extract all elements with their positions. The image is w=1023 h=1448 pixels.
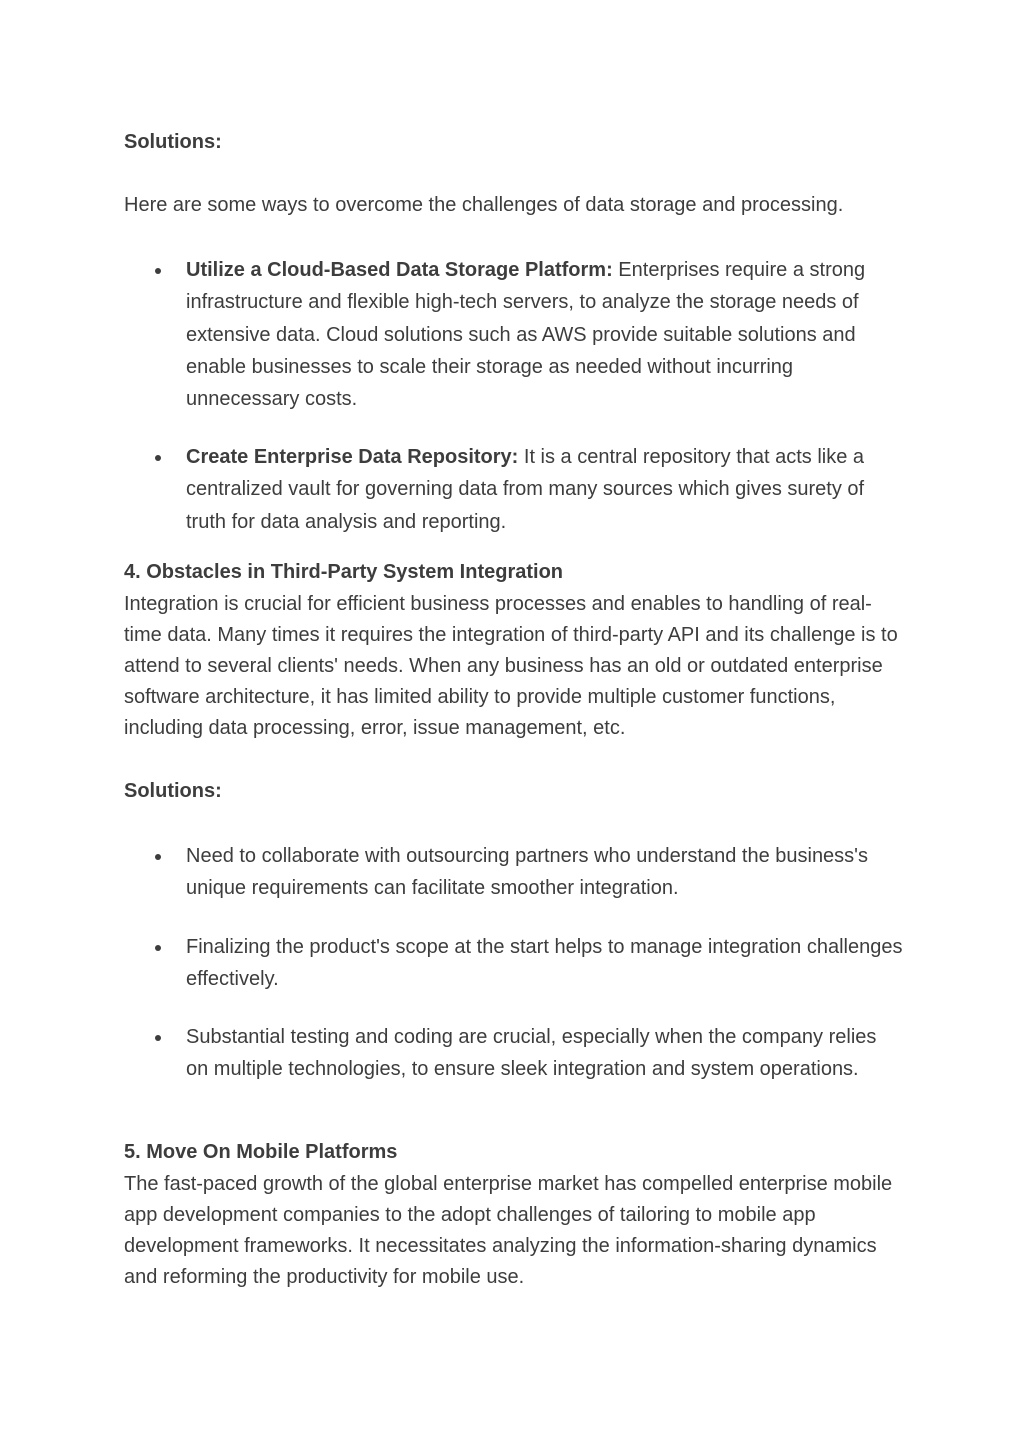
integration-solutions-list-3 — [124, 1021, 904, 1086]
solutions-heading: Solutions: — [124, 131, 222, 153]
bullet-icon — [155, 1035, 161, 1041]
bullet-text: Finalizing the product's scope at the start helps to manage integration challenges effectively. — [186, 936, 903, 991]
bullet-icon — [155, 945, 161, 951]
bullet-icon — [155, 268, 161, 274]
bullet-text: It is a central repository that acts like a centralized vault for governing data from many sources which gives surety of truth for data analysis and reporting. — [186, 446, 865, 533]
repository-solutions-list — [124, 441, 904, 538]
section-paragraph-5: The fast-paced growth of the global enterprise market has compelled enterprise mobile app development companies to the adopt challenges of tailoring to mobile app development frameworks. It necessitates analyzing the information-sharing dynamics and reforming the productivity for mobile use. — [124, 1173, 893, 1288]
bullet-icon — [155, 854, 161, 860]
bullet-text: Substantial testing and coding are crucial, especially when the company relies on multiple technologies, to ensure sleek integration and system operations. — [186, 1026, 877, 1081]
bullet-text: Need to collaborate with outsourcing partners who understand the business's unique requirements can facilitate smoother integration. — [186, 845, 869, 900]
list-item — [124, 254, 904, 415]
bullet-text: Enterprises require a strong infrastructure and flexible high-tech servers, to analyze the storage needs of extensive data. Cloud solutions such as AWS provide suitable solutions and enable businesses to scale their storage as needed without incurring unnecessary costs. — [186, 259, 866, 411]
intro-paragraph: Here are some ways to overcome the challenges of data storage and processing. — [124, 194, 844, 216]
section-heading-5: 5. Move On Mobile Platforms — [124, 1141, 398, 1163]
list-item — [124, 840, 904, 905]
section-paragraph-4: Integration is crucial for efficient business processes and enables to handling of real-time data. Many times it requires the integration of third-party API and its challenge is to attend to several clients' needs. When any business has an old or outdated enterprise software architecture, it has limited ability to provide multiple customer functions, including data processing, error, issue management, etc. — [124, 593, 898, 739]
list-item — [124, 1021, 904, 1086]
integration-solutions-list-2 — [124, 931, 904, 996]
bullet-icon — [155, 455, 161, 461]
bullet-title: Create Enterprise Data Repository: — [186, 446, 519, 468]
cloud-solutions-list — [124, 254, 904, 415]
solutions-heading: Solutions: — [124, 780, 222, 802]
section-heading-4: 4. Obstacles in Third-Party System Integration — [124, 561, 564, 583]
list-item — [124, 441, 904, 538]
integration-solutions-list-1 — [124, 840, 904, 905]
bullet-title: Utilize a Cloud-Based Data Storage Platform: — [186, 259, 613, 281]
list-item — [124, 931, 904, 996]
